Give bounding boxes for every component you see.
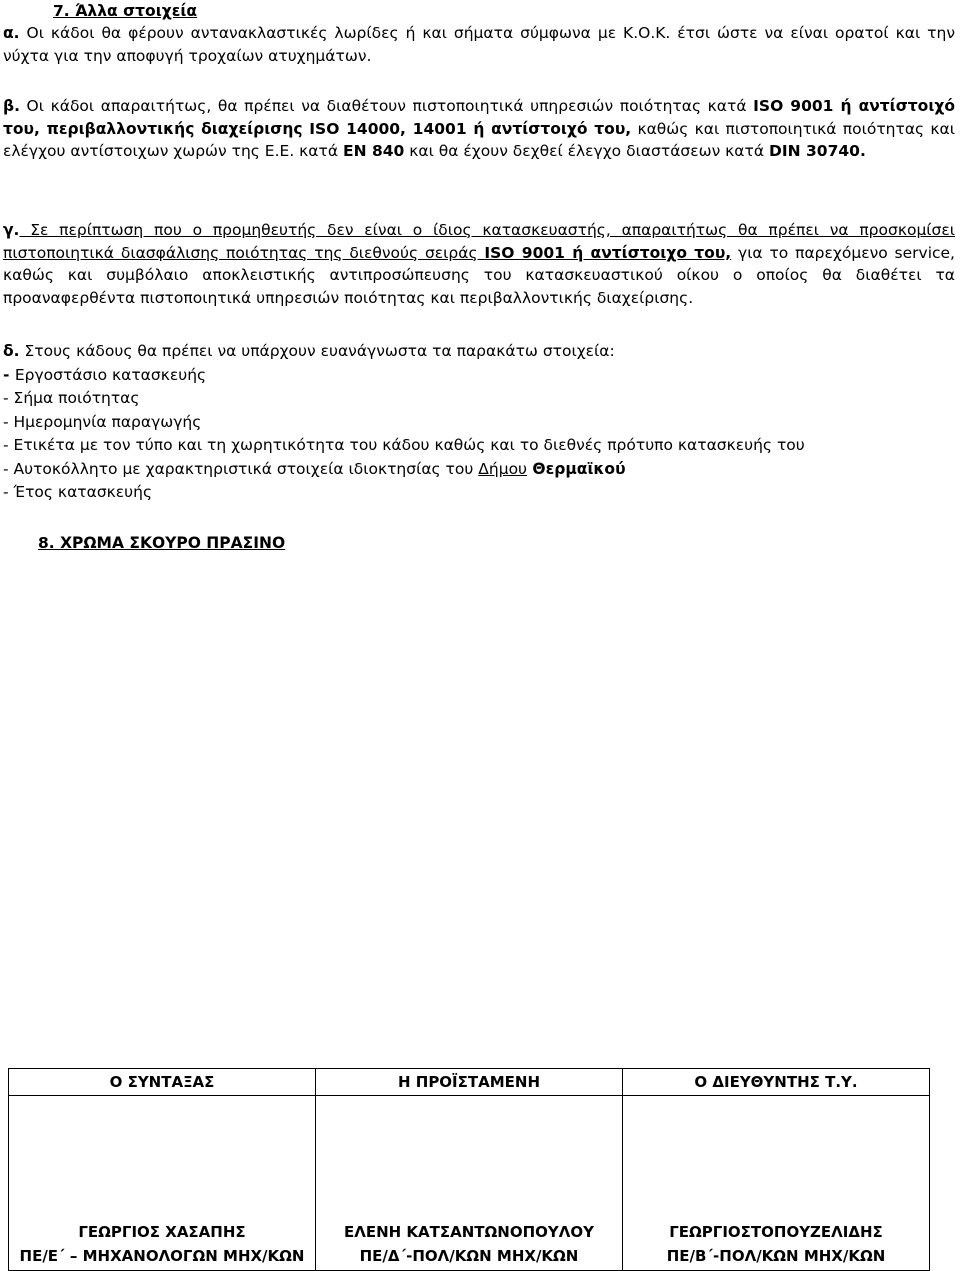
paragraph-c-text-1: Σε περίπτωση που ο προμηθευτής δεν είναι ο ίδιος κατασκευαστής, απαραιτήτως θα πρέπει να προσκομίσει πιστοποιητικά διασφάλισης ποιότητας της διεθνούς σειράς xyxy=(3,221,955,262)
list-item: - Έτος κατασκευής xyxy=(3,483,153,501)
paragraph-c xyxy=(3,219,955,309)
paragraph-b-marker: β. xyxy=(3,97,20,115)
signatory-role: ΠΕ/Β΄-ΠΟΛ/ΚΩΝ ΜΗΧ/ΚΩΝ xyxy=(666,1247,886,1265)
paragraph-a xyxy=(3,22,955,67)
paragraph-b-text-2: καθώς και πιστοποιητικά ποιότητας και ελέγχου αντίστοιχων χωρών της Ε.Ε. κατά xyxy=(3,119,955,160)
list-item: - Αυτοκόλλητο με χαρακτηριστικά στοιχεία ιδιοκτησίας του Δήμου Θερμαϊκού xyxy=(3,459,626,478)
section-7-heading: 7. Άλλα στοιχεία xyxy=(53,2,198,20)
paragraph-b-standards: ISO 9001 ή αντίστοιχό του, περιβαλλοντικής διαχείρισης ISO 14000, 14001 ή αντίστοιχό του, xyxy=(3,97,955,138)
signature-header-row xyxy=(9,1069,930,1096)
list-item: - Ετικέτα με τον τύπο και τη χωρητικότητα του κάδου καθώς και το διεθνές πρότυπο κατασκευής του xyxy=(3,436,805,454)
dimou-word: Δήμου xyxy=(478,459,528,478)
paragraph-b-text-1: Οι κάδοι απαραιτήτως, θα πρέπει να διαθέτουν πιστοποιητικά υπηρεσιών ποιότητας κατά xyxy=(19,97,754,115)
signature-cell-director xyxy=(623,1096,930,1271)
signature-cell-compiler xyxy=(9,1096,316,1271)
signatory-role: ΠΕ/Ε΄ – ΜΗΧΑΝΟΛΟΓΩΝ ΜΗΧ/ΚΩΝ xyxy=(19,1247,305,1265)
paragraph-b-din: DIN 30740. xyxy=(769,142,866,160)
signature-body-row xyxy=(9,1096,930,1271)
municipality-name: Θερμαϊκού xyxy=(527,459,626,478)
signatory-name: ΕΛΕΝΗ ΚΑΤΣΑΝΤΩΝΟΠΟΥΛΟΥ xyxy=(344,1223,594,1241)
paragraph-c-marker: γ. xyxy=(3,221,20,239)
paragraph-b-text-3: και θα έχουν δεχθεί έλεγχο διαστάσεων κατά xyxy=(404,142,770,160)
signatory-role: ΠΕ/Δ΄-ΠΟΛ/ΚΩΝ ΜΗΧ/ΚΩΝ xyxy=(359,1247,579,1265)
paragraph-c-text-2: για το παρεχόμενο service, καθώς και συμβόλαιο αποκλειστικής αντιπροσώπευσης του κατασκευαστικού οίκου ο οποίος θα διαθέτει τα προαναφερθέντα πιστοποιητικά υπηρεσιών ποιότητας και περιβαλλοντικής διαχείρισης. xyxy=(3,243,955,307)
list-item: - Σήμα ποιότητας xyxy=(3,389,140,407)
list-item: - Ημερομηνία παραγωγής xyxy=(3,412,202,431)
paragraph-b xyxy=(3,95,955,163)
paragraph-a-text: Οι κάδοι θα φέρουν αντανακλαστικές λωρίδες ή και σήματα σύμφωνα με Κ.Ο.Κ. έτσι ώστε να είναι ορατοί και την νύχτα για την αποφυγή τροχαίων ατυχημάτων. xyxy=(3,24,955,65)
section-8-heading: 8. ΧΡΩΜΑ ΣΚΟΥΡΟ ΠΡΑΣΙΝΟ xyxy=(38,534,286,552)
paragraph-d xyxy=(3,340,943,505)
paragraph-b-en840: EN 840 xyxy=(343,142,405,160)
list-item: - Εργοστάσιο κατασκευής xyxy=(3,365,207,384)
paragraph-d-text: Στους κάδους θα πρέπει να υπάρχουν ευανάγνωστα τα παρακάτω στοιχεία: xyxy=(19,342,615,360)
signatory-name: ΓΕΩΡΓΙΟΣΤΟΠΟΥΖΕΛΙΔΗΣ xyxy=(669,1223,883,1241)
paragraph-d-marker: δ. xyxy=(3,342,20,360)
paragraph-a-marker: α. xyxy=(3,24,20,42)
signature-header-compiler: Ο ΣΥΝΤΑΞΑΣ xyxy=(9,1069,316,1096)
signatory-name: ΓΕΩΡΓΙΟΣ ΧΑΣΑΠΗΣ xyxy=(78,1223,246,1241)
signature-header-director: Ο ΔΙΕΥΘΥΝΤΗΣ Τ.Υ. xyxy=(623,1069,930,1096)
signature-table xyxy=(8,1068,930,1271)
signature-cell-head xyxy=(316,1096,623,1271)
signature-header-head: Η ΠΡΟΪΣΤΑΜΕΝΗ xyxy=(316,1069,623,1096)
paragraph-d-intro xyxy=(3,340,943,364)
paragraph-c-iso: ISO 9001 ή αντίστοιχο του, xyxy=(484,243,732,262)
